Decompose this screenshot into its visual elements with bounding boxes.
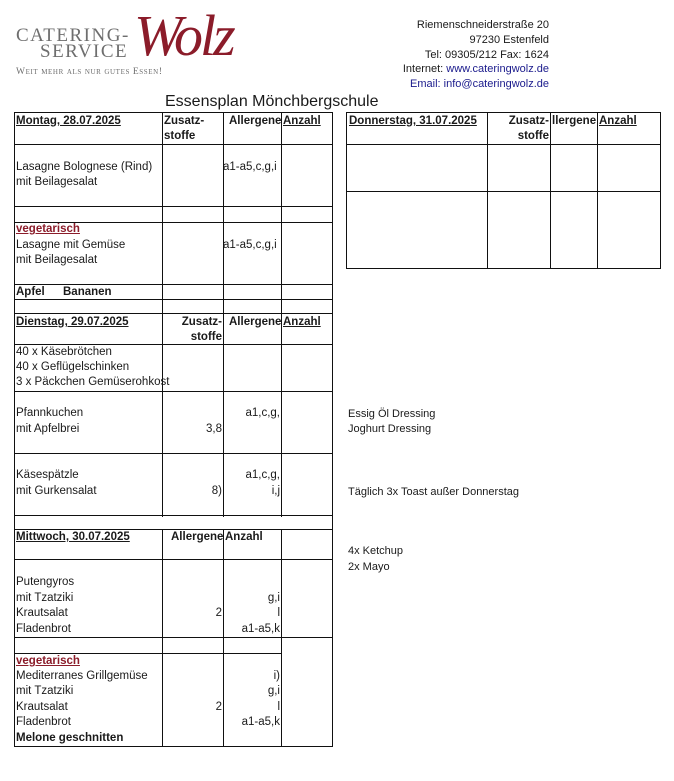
wednesday-dish1-line2: mit Tzatziki: [16, 592, 74, 604]
tuesday-dish1-zusatz: 3,8: [206, 423, 222, 435]
tuesday-dish1-line1: Pfannkuchen: [16, 407, 84, 419]
address-street: Riemenschneiderstraße 20: [416, 19, 549, 31]
col-allergene: Allergene: [171, 531, 224, 543]
wednesday-dish2-line4: Fladenbrot: [16, 716, 71, 728]
monday-dish2-allergene: a1-a5,c,g,i: [223, 239, 277, 251]
note-dressing-1: Essig Öl Dressing: [348, 408, 436, 420]
tuesday-dish2-zusatz: 8): [211, 485, 222, 497]
tuesday-dish2-line2: mit Gurkensalat: [16, 485, 97, 497]
tuesday-date-header: Dienstag, 29.07.2025: [16, 316, 129, 328]
email-link[interactable]: Email: info@cateringwolz.de: [410, 78, 549, 91]
note-ketchup: 4x Ketchup: [348, 545, 404, 557]
logo-catering: CATERING-: [16, 25, 130, 46]
page-title: Essensplan Mönchbergschule: [165, 93, 379, 110]
wednesday-dish1-line3: Krautsalat: [16, 607, 68, 619]
company-address: [403, 18, 549, 92]
col-allergene: Allergene: [229, 115, 282, 127]
col-anzahl: Anzahl: [283, 115, 321, 127]
wednesday-dish2-line3: Krautsalat: [16, 701, 68, 713]
monday-dish2-line2: mit Beilagesalat: [16, 254, 98, 266]
wednesday-dish1-anzahl-3: a1-a5,k: [241, 623, 280, 635]
col-zusatzstoffe-1: Zusatz-: [164, 115, 205, 127]
tuesday-dish1-allergene: a1,c,g,: [245, 407, 280, 419]
wednesday-dish1-line1: Putengyros: [16, 576, 75, 588]
monday-vegetarian-label: vegetarisch: [16, 223, 80, 235]
logo-tagline: Weit mehr als nur gutes Essen!: [16, 67, 163, 77]
wednesday-dish2-allergene-col: 2: [215, 701, 222, 713]
logo-script-wolz: Wolz: [134, 3, 233, 68]
tuesday-dish2-allergene-1: a1,c,g,: [245, 469, 280, 481]
monday-dish2-line1: Lasagne mit Gemüse: [16, 239, 126, 251]
monday-dish1-line1: Lasagne Bolognese (Rind): [16, 161, 153, 173]
wednesday-dish2-line1: Mediterranes Grillgemüse: [16, 670, 148, 682]
tuesday-dish2-line1: Käsespätzle: [16, 469, 79, 481]
wednesday-dish2-anzahl-1: i): [273, 670, 280, 682]
address-city: 97230 Estenfeld: [469, 33, 549, 46]
col-zusatzstoffe-2: stoffe: [517, 130, 549, 142]
wednesday-dessert: Melone geschnitten: [16, 732, 124, 744]
tuesday-snack-2: 40 x Geflügelschinken: [16, 361, 130, 373]
wednesday-dish1-line4: Fladenbrot: [16, 623, 71, 635]
wednesday-dish1-allergene-col: 2: [215, 607, 222, 619]
monday-date-header: Montag, 28.07.2025: [16, 115, 121, 127]
tuesday-dish1-line2: mit Apfelbrei: [16, 423, 80, 435]
wednesday-dish1-anzahl-2: l: [277, 607, 280, 619]
logo-service: SERVICE: [40, 41, 129, 62]
tuesday-snack-3: 3 x Päckchen Gemüserohkost: [16, 376, 170, 388]
col-anzahl: Anzahl: [599, 115, 637, 127]
internet-label: Internet:: [402, 63, 447, 76]
wednesday-vegetarian-label: vegetarisch: [16, 655, 80, 667]
col-anzahl: Anzahl: [225, 531, 263, 543]
wednesday-dish2-anzahl-2: g,i: [267, 685, 280, 697]
monday-fruit-banana: Bananen: [63, 286, 112, 298]
wednesday-date-header: Mittwoch, 30.07.2025: [16, 531, 130, 543]
monday-dish1-line2: mit Beilagesalat: [16, 176, 98, 188]
wednesday-dish2-anzahl-3: l: [277, 701, 280, 713]
wednesday-dish2-anzahl-4: a1-a5,k: [241, 716, 280, 728]
wednesday-dish2-line2: mit Tzatziki: [16, 685, 74, 697]
monday-dish1-allergene: a1-a5,c,g,i: [223, 161, 277, 173]
note-dressing-2: Joghurt Dressing: [348, 423, 432, 435]
monday-fruit-apple: Apfel: [16, 286, 45, 298]
note-toast: Täglich 3x Toast außer Donnerstag: [348, 486, 519, 498]
tuesday-dish2-allergene-2: i,j: [271, 485, 280, 497]
col-anzahl: Anzahl: [283, 316, 321, 328]
wednesday-dish1-anzahl-1: g,i: [267, 592, 280, 604]
address-phone: Tel: 09305/212 Fax: 1624: [424, 48, 549, 61]
col-zusatzstoffe-1: Zusatz-: [508, 115, 549, 127]
col-zusatzstoffe-2: stoffe: [190, 331, 222, 343]
tuesday-snack-1: 40 x Käsebrötchen: [16, 346, 112, 358]
col-allergene-cut: llergene: [552, 115, 597, 127]
website-link[interactable]: www.cateringwolz.de: [446, 63, 549, 76]
note-mayo: 2x Mayo: [348, 561, 390, 573]
thursday-date-header: Donnerstag, 31.07.2025: [349, 115, 477, 127]
col-allergene: Allergene: [229, 316, 282, 328]
col-zusatzstoffe-1: Zusatz-: [181, 316, 222, 328]
company-logo: [14, 3, 264, 85]
col-zusatzstoffe-2: stoffe: [164, 130, 196, 142]
